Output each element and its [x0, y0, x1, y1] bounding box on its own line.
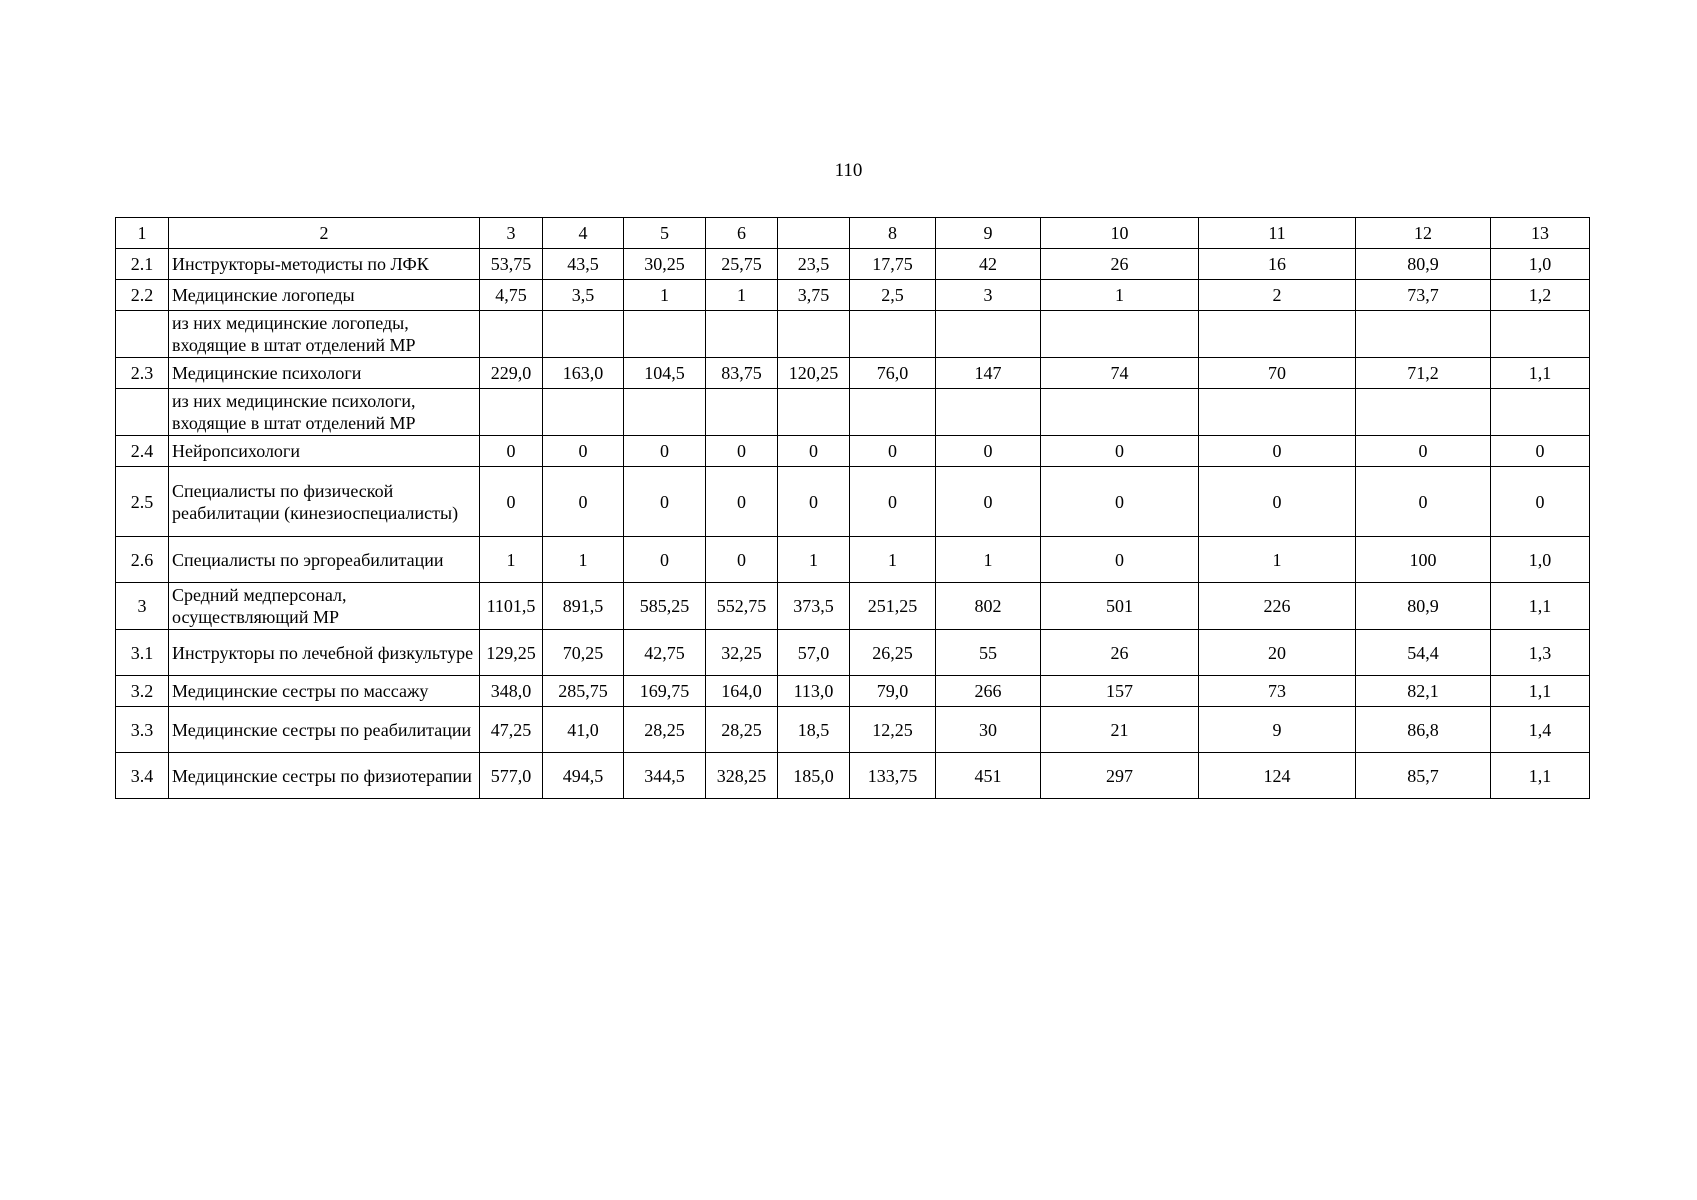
value-cell: 0 — [778, 467, 850, 537]
value-cell: 251,25 — [850, 583, 936, 630]
header-cell: 1 — [116, 218, 169, 249]
value-cell: 0 — [1041, 436, 1199, 467]
value-cell — [850, 311, 936, 358]
value-cell: 0 — [706, 537, 778, 583]
value-cell: 16 — [1199, 249, 1356, 280]
value-cell: 0 — [778, 436, 850, 467]
value-cell: 43,5 — [543, 249, 624, 280]
value-cell: 73,7 — [1356, 280, 1491, 311]
value-cell: 1,1 — [1491, 583, 1590, 630]
value-cell: 0 — [850, 436, 936, 467]
value-cell — [543, 389, 624, 436]
value-cell: 3,75 — [778, 280, 850, 311]
value-cell: 147 — [936, 358, 1041, 389]
value-cell: 74 — [1041, 358, 1199, 389]
value-cell: 802 — [936, 583, 1041, 630]
value-cell: 0 — [543, 436, 624, 467]
value-cell — [1491, 389, 1590, 436]
value-cell: 1101,5 — [480, 583, 543, 630]
value-cell: 0 — [1356, 467, 1491, 537]
value-cell: 30 — [936, 707, 1041, 753]
row-name-cell: Средний медперсонал, осуществляющий МР — [169, 583, 480, 630]
value-cell: 18,5 — [778, 707, 850, 753]
value-cell: 0 — [1199, 436, 1356, 467]
table-row — [116, 583, 1590, 630]
value-cell: 1 — [1041, 280, 1199, 311]
row-name-cell: Инструкторы по лечебной физкультуре — [169, 630, 480, 676]
table-row — [116, 436, 1590, 467]
value-cell: 86,8 — [1356, 707, 1491, 753]
header-cell: 9 — [936, 218, 1041, 249]
value-cell: 85,7 — [1356, 753, 1491, 799]
value-cell: 21 — [1041, 707, 1199, 753]
value-cell: 328,25 — [706, 753, 778, 799]
value-cell: 1,4 — [1491, 707, 1590, 753]
table-row — [116, 249, 1590, 280]
value-cell — [706, 311, 778, 358]
row-number-cell: 3 — [116, 583, 169, 630]
value-cell: 1 — [543, 537, 624, 583]
table-row — [116, 676, 1590, 707]
value-cell: 3,5 — [543, 280, 624, 311]
row-name-cell: Медицинские логопеды — [169, 280, 480, 311]
value-cell: 113,0 — [778, 676, 850, 707]
table-row — [116, 467, 1590, 537]
value-cell — [850, 389, 936, 436]
row-name-cell: Медицинские сестры по физиотерапии — [169, 753, 480, 799]
value-cell: 0 — [706, 436, 778, 467]
value-cell: 9 — [1199, 707, 1356, 753]
value-cell — [1041, 311, 1199, 358]
value-cell: 585,25 — [624, 583, 706, 630]
value-cell: 0 — [850, 467, 936, 537]
value-cell: 76,0 — [850, 358, 936, 389]
value-cell: 0 — [1199, 467, 1356, 537]
value-cell: 17,75 — [850, 249, 936, 280]
value-cell: 157 — [1041, 676, 1199, 707]
row-name-cell: Специалисты по эргореабилитации — [169, 537, 480, 583]
value-cell: 297 — [1041, 753, 1199, 799]
value-cell: 0 — [624, 467, 706, 537]
row-number-cell: 3.3 — [116, 707, 169, 753]
value-cell: 70 — [1199, 358, 1356, 389]
value-cell: 344,5 — [624, 753, 706, 799]
row-name-cell: Специалисты по физической реабилитации (кинезиоспециалисты) — [169, 467, 480, 537]
value-cell: 0 — [1041, 467, 1199, 537]
row-number-cell — [116, 311, 169, 358]
header-cell: 2 — [169, 218, 480, 249]
table-header-row — [116, 218, 1590, 249]
row-name-cell: Медицинские психологи — [169, 358, 480, 389]
value-cell: 0 — [1041, 537, 1199, 583]
table-row — [116, 537, 1590, 583]
value-cell: 120,25 — [778, 358, 850, 389]
value-cell: 26 — [1041, 249, 1199, 280]
value-cell: 26 — [1041, 630, 1199, 676]
row-number-cell: 2.2 — [116, 280, 169, 311]
value-cell: 1 — [778, 537, 850, 583]
value-cell: 79,0 — [850, 676, 936, 707]
value-cell: 501 — [1041, 583, 1199, 630]
table-row — [116, 389, 1590, 436]
header-cell: 3 — [480, 218, 543, 249]
value-cell: 226 — [1199, 583, 1356, 630]
value-cell — [1199, 311, 1356, 358]
value-cell: 124 — [1199, 753, 1356, 799]
value-cell: 71,2 — [1356, 358, 1491, 389]
value-cell — [1491, 311, 1590, 358]
value-cell: 4,75 — [480, 280, 543, 311]
row-name-cell: Медицинские сестры по массажу — [169, 676, 480, 707]
value-cell: 2 — [1199, 280, 1356, 311]
value-cell: 30,25 — [624, 249, 706, 280]
value-cell: 53,75 — [480, 249, 543, 280]
header-cell: 10 — [1041, 218, 1199, 249]
value-cell: 891,5 — [543, 583, 624, 630]
value-cell: 57,0 — [778, 630, 850, 676]
value-cell: 1,0 — [1491, 249, 1590, 280]
value-cell: 451 — [936, 753, 1041, 799]
value-cell: 83,75 — [706, 358, 778, 389]
value-cell: 1,1 — [1491, 676, 1590, 707]
value-cell: 552,75 — [706, 583, 778, 630]
value-cell: 133,75 — [850, 753, 936, 799]
value-cell: 80,9 — [1356, 249, 1491, 280]
header-cell: 8 — [850, 218, 936, 249]
value-cell: 104,5 — [624, 358, 706, 389]
row-name-cell: Медицинские сестры по реабилитации — [169, 707, 480, 753]
header-cell: 5 — [624, 218, 706, 249]
value-cell: 3 — [936, 280, 1041, 311]
value-cell — [624, 389, 706, 436]
row-name-cell: Инструкторы-методисты по ЛФК — [169, 249, 480, 280]
value-cell: 0 — [936, 467, 1041, 537]
value-cell: 100 — [1356, 537, 1491, 583]
value-cell: 1,1 — [1491, 753, 1590, 799]
value-cell — [936, 311, 1041, 358]
value-cell: 1,0 — [1491, 537, 1590, 583]
value-cell — [778, 311, 850, 358]
value-cell: 229,0 — [480, 358, 543, 389]
value-cell: 26,25 — [850, 630, 936, 676]
table-row — [116, 358, 1590, 389]
value-cell: 2,5 — [850, 280, 936, 311]
value-cell: 0 — [543, 467, 624, 537]
row-number-cell: 3.4 — [116, 753, 169, 799]
row-name-cell: из них медицинские психологи, входящие в штат отделений МР — [169, 389, 480, 436]
value-cell — [778, 389, 850, 436]
value-cell — [543, 311, 624, 358]
value-cell — [1356, 389, 1491, 436]
value-cell: 0 — [624, 537, 706, 583]
value-cell: 285,75 — [543, 676, 624, 707]
value-cell: 32,25 — [706, 630, 778, 676]
value-cell: 0 — [480, 467, 543, 537]
value-cell: 1,2 — [1491, 280, 1590, 311]
value-cell: 41,0 — [543, 707, 624, 753]
value-cell: 164,0 — [706, 676, 778, 707]
header-cell: 12 — [1356, 218, 1491, 249]
value-cell: 1 — [850, 537, 936, 583]
value-cell: 163,0 — [543, 358, 624, 389]
table-row — [116, 280, 1590, 311]
value-cell: 54,4 — [1356, 630, 1491, 676]
value-cell: 25,75 — [706, 249, 778, 280]
value-cell: 129,25 — [480, 630, 543, 676]
value-cell: 1 — [624, 280, 706, 311]
staffing-table — [115, 217, 1590, 799]
table-row — [116, 311, 1590, 358]
value-cell: 1 — [936, 537, 1041, 583]
value-cell: 82,1 — [1356, 676, 1491, 707]
value-cell — [936, 389, 1041, 436]
value-cell: 348,0 — [480, 676, 543, 707]
page-number: 110 — [834, 160, 863, 181]
value-cell: 80,9 — [1356, 583, 1491, 630]
value-cell: 20 — [1199, 630, 1356, 676]
row-number-cell: 2.4 — [116, 436, 169, 467]
value-cell: 1,3 — [1491, 630, 1590, 676]
value-cell: 0 — [480, 436, 543, 467]
value-cell — [480, 389, 543, 436]
value-cell: 1 — [1199, 537, 1356, 583]
value-cell: 70,25 — [543, 630, 624, 676]
value-cell: 1,1 — [1491, 358, 1590, 389]
row-number-cell — [116, 389, 169, 436]
header-cell: 13 — [1491, 218, 1590, 249]
value-cell: 12,25 — [850, 707, 936, 753]
header-cell: 11 — [1199, 218, 1356, 249]
value-cell: 0 — [706, 467, 778, 537]
value-cell: 494,5 — [543, 753, 624, 799]
value-cell: 577,0 — [480, 753, 543, 799]
value-cell: 23,5 — [778, 249, 850, 280]
row-number-cell: 3.1 — [116, 630, 169, 676]
value-cell: 28,25 — [624, 707, 706, 753]
value-cell — [480, 311, 543, 358]
row-number-cell: 2.6 — [116, 537, 169, 583]
table-row — [116, 630, 1590, 676]
value-cell: 0 — [936, 436, 1041, 467]
value-cell: 0 — [624, 436, 706, 467]
value-cell: 169,75 — [624, 676, 706, 707]
value-cell: 55 — [936, 630, 1041, 676]
value-cell — [706, 389, 778, 436]
value-cell: 47,25 — [480, 707, 543, 753]
value-cell: 1 — [480, 537, 543, 583]
value-cell: 373,5 — [778, 583, 850, 630]
row-number-cell: 2.5 — [116, 467, 169, 537]
row-number-cell: 3.2 — [116, 676, 169, 707]
value-cell: 0 — [1491, 467, 1590, 537]
row-number-cell: 2.1 — [116, 249, 169, 280]
value-cell — [1356, 311, 1491, 358]
value-cell — [1199, 389, 1356, 436]
value-cell: 0 — [1491, 436, 1590, 467]
row-name-cell: из них медицинские логопеды, входящие в штат отделений МР — [169, 311, 480, 358]
value-cell: 0 — [1356, 436, 1491, 467]
value-cell: 1 — [706, 280, 778, 311]
value-cell — [1041, 389, 1199, 436]
value-cell: 73 — [1199, 676, 1356, 707]
header-cell: 4 — [543, 218, 624, 249]
row-name-cell: Нейропсихологи — [169, 436, 480, 467]
value-cell — [624, 311, 706, 358]
header-cell: 6 — [706, 218, 778, 249]
value-cell: 266 — [936, 676, 1041, 707]
value-cell: 42 — [936, 249, 1041, 280]
row-number-cell: 2.3 — [116, 358, 169, 389]
header-cell — [778, 218, 850, 249]
value-cell: 28,25 — [706, 707, 778, 753]
table-row — [116, 753, 1590, 799]
value-cell: 42,75 — [624, 630, 706, 676]
table-row — [116, 707, 1590, 753]
value-cell: 185,0 — [778, 753, 850, 799]
